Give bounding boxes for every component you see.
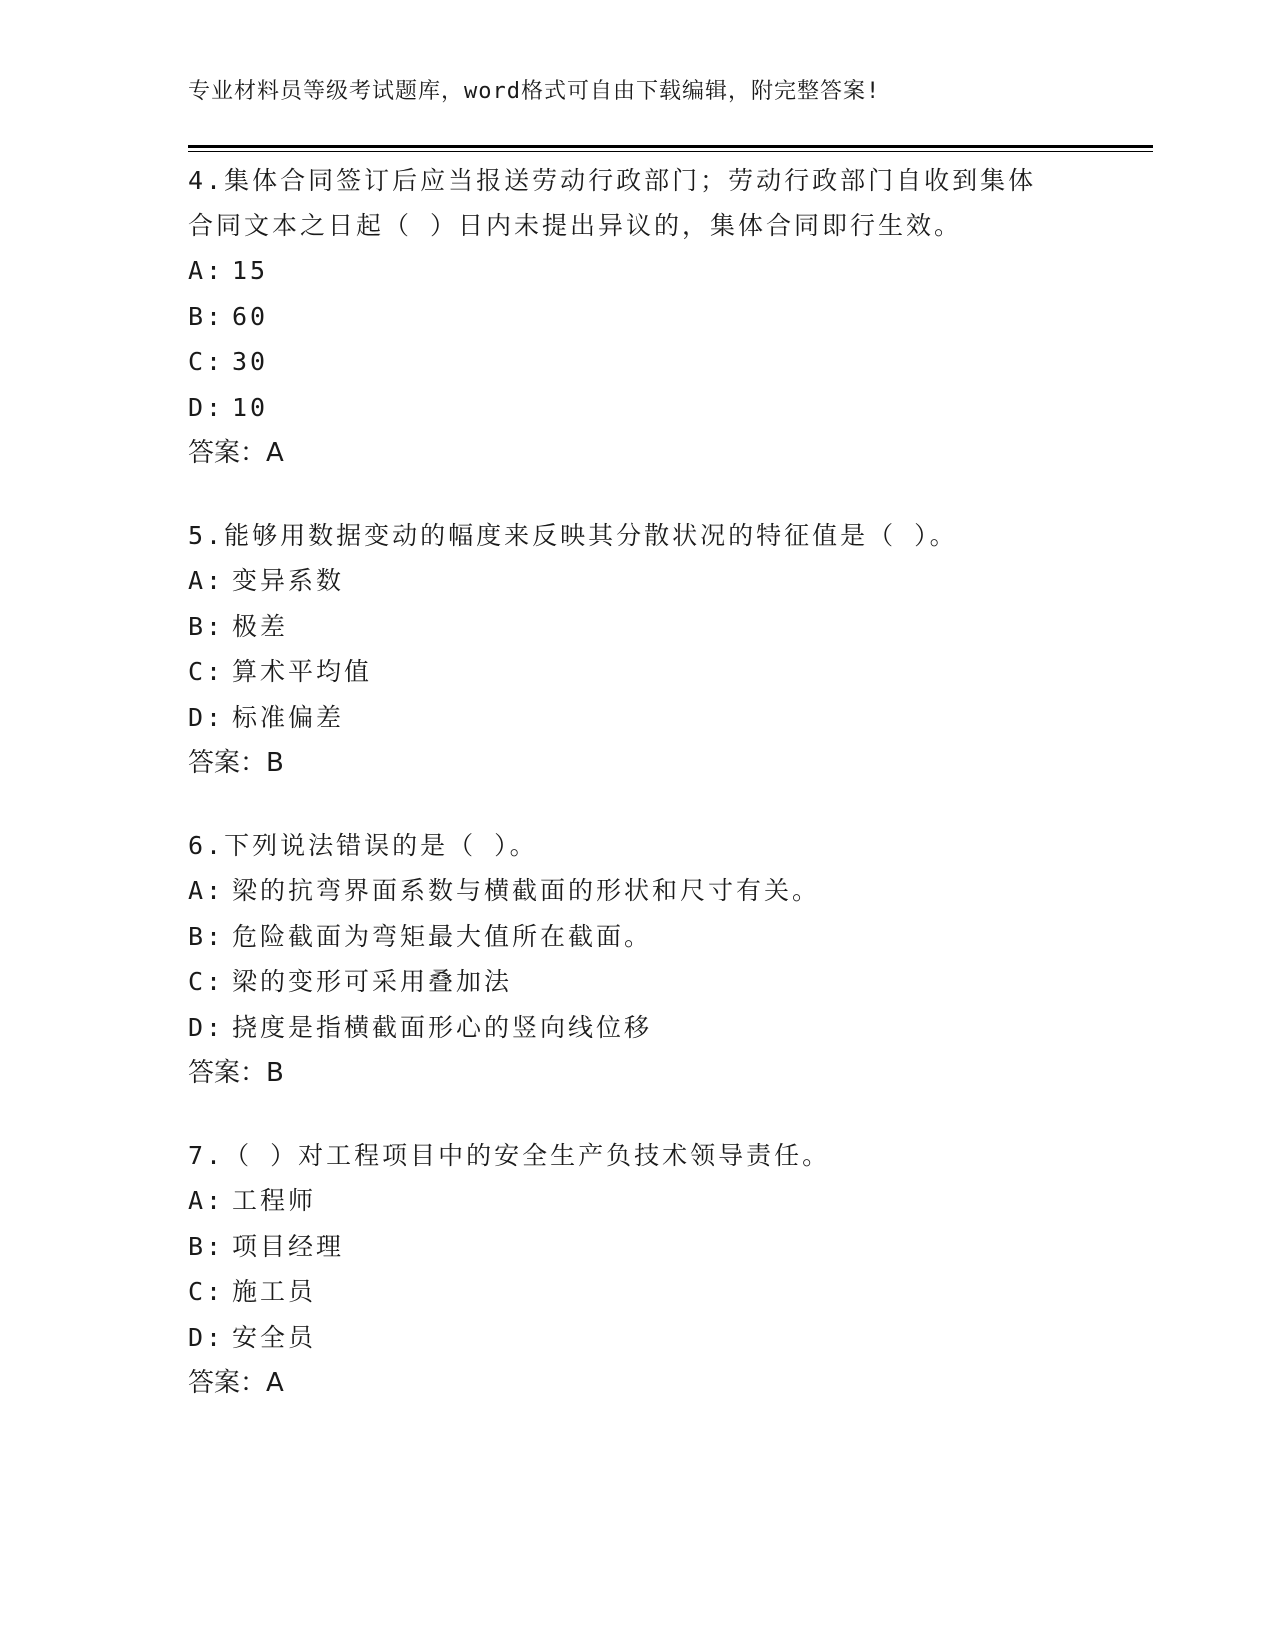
option-key: A: [188, 566, 225, 595]
option-b [188, 914, 1088, 960]
question-4 [188, 158, 1088, 476]
option-text: 15 [232, 256, 269, 285]
question-stem-continued: 合同文本之日起（ ）日内未提出异议的，集体合同即行生效。 [188, 211, 963, 240]
option-c [188, 1269, 1088, 1315]
answer-line: 答案：A [188, 1368, 284, 1398]
option-text: 挠度是指横截面形心的竖向线位移 [232, 1012, 653, 1042]
question-stem: 4.集体合同签订后应当报送劳动行政部门；劳动行政部门自收到集体 [188, 166, 1037, 195]
option-text: 30 [232, 347, 269, 376]
option-key: A: [188, 256, 225, 285]
option-text: 项目经理 [232, 1231, 345, 1261]
option-text: 算术平均值 [232, 657, 373, 686]
option-text: 安全员 [232, 1322, 317, 1352]
option-b [188, 294, 1088, 340]
header-rule-thin [188, 151, 1153, 152]
option-b [188, 1224, 1088, 1270]
option-d [188, 695, 1088, 741]
option-text: 梁的抗弯界面系数与横截面的形状和尺寸有关。 [232, 876, 821, 905]
option-d [188, 1005, 1088, 1051]
answer-line: 答案：B [188, 748, 284, 778]
page-header: 专业材料员等级考试题库，word格式可自由下载编辑，附完整答案! [188, 79, 881, 104]
option-key: C: [188, 1277, 225, 1306]
option-text: 梁的变形可采用叠加法 [232, 967, 513, 996]
option-text: 极差 [232, 611, 289, 641]
option-a [188, 868, 1088, 914]
option-text: 标准偏差 [232, 702, 345, 732]
option-key: C: [188, 657, 225, 686]
option-d [188, 385, 1088, 431]
option-key: D: [188, 1322, 225, 1352]
option-key: B: [188, 611, 225, 641]
option-text: 10 [232, 392, 269, 422]
option-key: B: [188, 301, 225, 331]
question-stem: 7.（ ）对工程项目中的安全生产负技术领导责任。 [188, 1141, 831, 1170]
answer-line: 答案：B [188, 1058, 284, 1088]
option-key: D: [188, 702, 225, 732]
option-key: A: [188, 876, 225, 905]
question-7 [188, 1133, 1088, 1406]
option-key: C: [188, 967, 225, 996]
option-text: 危险截面为弯矩最大值所在截面。 [232, 921, 653, 951]
option-c [188, 339, 1088, 385]
question-5 [188, 513, 1088, 786]
option-c [188, 959, 1088, 1005]
option-a [188, 1178, 1088, 1224]
option-key: D: [188, 392, 225, 422]
question-stem: 6.下列说法错误的是（ ）。 [188, 831, 538, 860]
option-key: C: [188, 347, 225, 376]
option-c [188, 649, 1088, 695]
option-key: D: [188, 1012, 225, 1042]
option-text: 60 [232, 301, 269, 331]
option-text: 变异系数 [232, 566, 345, 595]
question-list [188, 158, 1088, 1443]
option-key: B: [188, 1231, 225, 1261]
answer-line: 答案：A [188, 438, 284, 468]
option-text: 施工员 [232, 1277, 317, 1306]
option-a [188, 558, 1088, 604]
option-d [188, 1315, 1088, 1361]
option-key: A: [188, 1186, 225, 1215]
option-a [188, 248, 1088, 294]
question-6 [188, 823, 1088, 1096]
question-stem: 5.能够用数据变动的幅度来反映其分散状况的特征值是（ ）。 [188, 521, 958, 550]
option-b [188, 604, 1088, 650]
option-key: B: [188, 921, 225, 951]
header-rule-thick [188, 145, 1153, 148]
option-text: 工程师 [232, 1186, 317, 1215]
